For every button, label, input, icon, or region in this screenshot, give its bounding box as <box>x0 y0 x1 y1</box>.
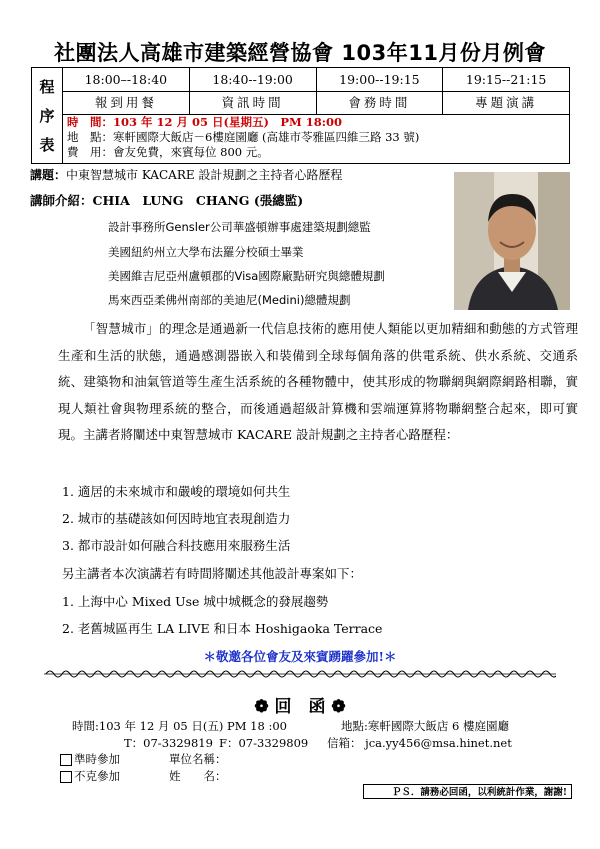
intro-paragraph <box>58 316 578 449</box>
flower-icon: ❁ <box>331 697 346 717</box>
page-title: 社團法人高雄市建築經營協會 103年11月份月例會 <box>54 41 546 65</box>
event-place: 地 點：寒軒國際大飯店－6樓庭園廳 (高雄市苓雅區四維三路 33 號) <box>67 130 420 144</box>
attend-option[interactable] <box>60 751 120 767</box>
decorative-border <box>44 667 556 681</box>
speaker-credential: 馬來西亞柔佛州南部的美迪尼(Medini)總體規劃 <box>108 293 351 307</box>
speaker-label: 講師介紹： <box>30 193 93 208</box>
schedule-label-char: 表 <box>39 136 55 154</box>
schedule-label-char: 序 <box>39 107 55 125</box>
not-attend-option[interactable] <box>60 768 120 784</box>
speaker-credential: 美國維吉尼亞州盧頓郡的Visa國際廠點研究與總體規劃 <box>108 269 385 283</box>
flower-icon: ❁ <box>254 697 269 717</box>
topic-item: 2. 城市的基礎該如何因時地宜表現創造力 <box>62 511 291 526</box>
speaker-intro <box>30 191 303 209</box>
lecture-label: 講題： <box>30 168 67 182</box>
schedule-label-char: 程 <box>39 78 55 96</box>
invitation: ＊敬邀各位會友及來賓踴躍參加!＊ <box>203 649 397 664</box>
speaker-credential: 美國紐約州立大學布法羅分校碩士畢業 <box>108 245 304 259</box>
schedule-time: 18:00–-18:40 <box>63 68 190 91</box>
name-field[interactable]: 姓 名： <box>169 769 227 783</box>
event-time: 時 間：103 年 12 月 05 日(星期五) PM 18:00 <box>67 115 343 129</box>
schedule-time: 18:40--19:00 <box>190 68 317 91</box>
reply-time: 時間:103 年 12 月 05 日(五) PM 18 :00 <box>72 719 287 733</box>
speaker-name: CHIA LUNG CHANG (張總監) <box>92 193 304 208</box>
not-attend-label: 不克參加 <box>74 769 120 783</box>
reply-email: 信箱： jca.yy456@msa.hinet.net <box>327 736 512 750</box>
topic-item: 1. 適居的未來城市和嚴峻的環境如何共生 <box>62 484 291 499</box>
project-item: 1. 上海中心 Mixed Use 城中城概念的發展趨勢 <box>62 594 329 609</box>
project-item: 2. 老舊城區再生 LA LIVE 和日本 Hoshigaoka Terrace <box>62 621 383 636</box>
reply-tel: T：07-3329819 <box>124 736 213 750</box>
schedule-item: 專題演講 <box>475 95 538 110</box>
ps-note: ＰＳ．請務必回函，以利統計作業，謝謝! <box>363 784 572 799</box>
topic-item: 3. 都市設計如何融合科技應用來服務生活 <box>62 538 291 553</box>
schedule-item: 會務時間 <box>317 91 444 114</box>
attend-label: 準時參加 <box>74 752 120 766</box>
schedule-table <box>31 67 570 164</box>
lecture-topic <box>30 166 342 183</box>
unit-name-field[interactable]: 單位名稱： <box>169 752 227 766</box>
speaker-photo <box>454 172 570 310</box>
schedule-item: 資訊時間 <box>190 91 317 114</box>
not-attend-checkbox[interactable] <box>60 771 72 783</box>
schedule-time: 19:15--21:15 <box>465 72 547 87</box>
event-fee: 費 用：會友免費，來賓每位 800 元。 <box>67 145 269 159</box>
reply-title <box>0 692 600 717</box>
schedule-time: 19:00--19:15 <box>317 68 444 91</box>
reply-fax: F：07-3329809 <box>219 736 309 750</box>
schedule-label <box>32 68 63 163</box>
schedule-item: 報到用餐 <box>63 91 190 114</box>
attend-checkbox[interactable] <box>60 754 72 766</box>
schedule-names-row <box>63 91 569 115</box>
reply-place: 地點:寒軒國際大飯店 6 樓庭園廳 <box>341 719 510 733</box>
schedule-info <box>67 115 565 160</box>
intro-text: 「智慧城市」的理念是通過新一代信息技術的應用使人類能以更加精細和動態的方式管理生產和生活的狀態，通過感測器嵌入和裝備到全球每個角落的供電系統、供水系統、交通系統、建築物和油氣管道等生產生活系統的各種物體中，使其形成的物聯網與網際網路相聯，實現人類社會與物理系統的整合，而後通過超級計算機和雲端運算將物聯網整合起來，即可實現。主講者將闡述中東智慧城市 KACARE 設計規劃之主持者心路歷程： <box>58 321 578 443</box>
speaker-credential: 設計事務所Gensler公司華盛頓辦事處建築規劃總監 <box>108 220 371 234</box>
reply-title-text: 回 函 <box>274 697 326 717</box>
schedule-times-row <box>63 68 569 92</box>
speaker-photo-image <box>454 172 570 310</box>
extra-note: 另主講者本次演講若有時間將闡述其他設計專案如下： <box>62 566 363 581</box>
lecture-text: 中東智慧城市 KACARE 設計規劃之主持者心路歷程 <box>66 168 343 182</box>
scroll-border-icon <box>44 667 556 681</box>
